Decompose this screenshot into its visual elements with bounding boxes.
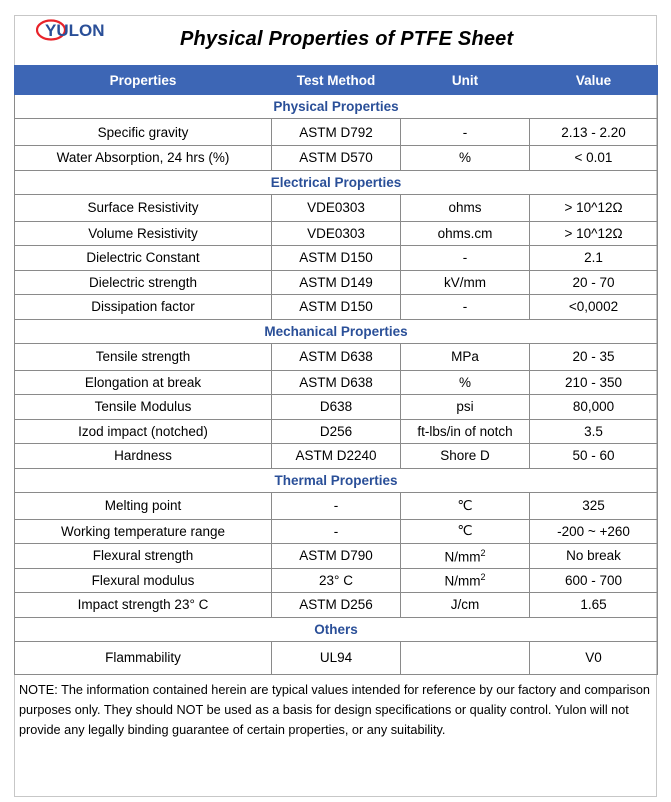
section-header-thermal	[15, 468, 658, 492]
cell-property: Hardness	[15, 444, 272, 469]
section-title: Thermal Properties	[15, 468, 658, 492]
cell-value: 50 - 60	[530, 444, 658, 469]
table-row	[15, 246, 658, 271]
col-header-test-method: Test Method	[272, 66, 401, 95]
cell-property: Elongation at break	[15, 370, 272, 395]
table-row	[15, 395, 658, 420]
cell-method: ASTM D256	[272, 593, 401, 618]
cell-method: VDE0303	[272, 221, 401, 246]
table-row	[15, 221, 658, 246]
cell-value: < 0.01	[530, 146, 658, 171]
cell-unit: psi	[401, 395, 530, 420]
page-title: Physical Properties of PTFE Sheet	[180, 28, 514, 50]
cell-value: 210 - 350	[530, 370, 658, 395]
cell-method: D638	[272, 395, 401, 420]
table-row	[15, 492, 658, 519]
table-row	[15, 295, 658, 320]
cell-property: Water Absorption, 24 hrs (%)	[15, 146, 272, 171]
cell-unit: ohms.cm	[401, 221, 530, 246]
cell-method: -	[272, 492, 401, 519]
cell-property: Flexural modulus	[15, 568, 272, 593]
cell-property: Working temperature range	[15, 519, 272, 544]
cell-unit: ohms	[401, 194, 530, 221]
section-header-others	[15, 617, 658, 641]
cell-method: UL94	[272, 641, 401, 674]
section-title: Others	[15, 617, 658, 641]
yulon-logo	[36, 19, 132, 41]
table-row	[15, 419, 658, 444]
table-row	[15, 544, 658, 569]
section-title: Physical Properties	[15, 95, 658, 119]
cell-value: 20 - 35	[530, 343, 658, 370]
cell-unit: ℃	[401, 519, 530, 544]
table-row	[15, 146, 658, 171]
cell-value: > 10^12Ω	[530, 194, 658, 221]
cell-method: ASTM D570	[272, 146, 401, 171]
cell-property: Izod impact (notched)	[15, 419, 272, 444]
col-header-value: Value	[530, 66, 658, 95]
col-header-properties: Properties	[15, 66, 272, 95]
cell-unit: -	[401, 119, 530, 146]
cell-method: D256	[272, 419, 401, 444]
cell-method: ASTM D638	[272, 343, 401, 370]
cell-property: Flexural strength	[15, 544, 272, 569]
table-row	[15, 270, 658, 295]
cell-unit: MPa	[401, 343, 530, 370]
cell-unit: kV/mm	[401, 270, 530, 295]
table-row	[15, 444, 658, 469]
cell-property: Tensile Modulus	[15, 395, 272, 420]
table-row	[15, 519, 658, 544]
unit-exponent: 2	[480, 547, 486, 558]
table-row	[15, 370, 658, 395]
cell-value: <0,0002	[530, 295, 658, 320]
cell-value: 2.13 - 2.20	[530, 119, 658, 146]
cell-method: ASTM D149	[272, 270, 401, 295]
unit-exponent: 2	[480, 572, 486, 582]
section-title: Electrical Properties	[15, 170, 658, 194]
cell-value: 325	[530, 492, 658, 519]
unit-text: N/mm	[444, 549, 481, 564]
cell-value: 3.5	[530, 419, 658, 444]
properties-table	[14, 65, 658, 675]
cell-property: Flammability	[15, 641, 272, 674]
unit-text: N/mm	[444, 573, 481, 589]
cell-value: 2.1	[530, 246, 658, 271]
cell-unit: J/cm	[401, 593, 530, 618]
table-row	[15, 194, 658, 221]
section-header-physical	[15, 95, 658, 119]
cell-method: 23° C	[272, 568, 401, 593]
cell-property: Dielectric Constant	[15, 246, 272, 271]
cell-method: ASTM D150	[272, 295, 401, 320]
table-row	[15, 343, 658, 370]
logo-text: YULON	[45, 21, 105, 40]
cell-unit: -	[401, 295, 530, 320]
section-header-mechanical	[15, 319, 658, 343]
cell-unit: ft-lbs/in of notch	[401, 419, 530, 444]
cell-value: V0	[530, 641, 658, 674]
section-header-electrical	[15, 170, 658, 194]
cell-unit	[401, 544, 530, 569]
cell-property: Dielectric strength	[15, 270, 272, 295]
cell-unit: Shore D	[401, 444, 530, 469]
cell-unit	[401, 641, 530, 674]
cell-property: Dissipation factor	[15, 295, 272, 320]
table-row	[15, 593, 658, 618]
cell-unit: %	[401, 146, 530, 171]
cell-unit	[401, 568, 530, 593]
table-row	[15, 641, 658, 674]
cell-method: ASTM D790	[272, 544, 401, 569]
cell-value: 1.65	[530, 593, 658, 618]
cell-property: Specific gravity	[15, 119, 272, 146]
cell-unit: %	[401, 370, 530, 395]
cell-unit: -	[401, 246, 530, 271]
table-row	[15, 568, 658, 593]
cell-property: Impact strength 23° C	[15, 593, 272, 618]
col-header-unit: Unit	[401, 66, 530, 95]
cell-value: 20 - 70	[530, 270, 658, 295]
cell-method: ASTM D638	[272, 370, 401, 395]
disclaimer-note: NOTE: The information contained herein are typical values intended for reference by our factory and comparison purposes only. They should NOT be used as a basis for design specifications or quality control. Yulon will not provide any legally binding guarantee of certain properties, or any suitability.	[19, 683, 650, 737]
cell-method: VDE0303	[272, 194, 401, 221]
cell-value: 600 - 700	[530, 568, 658, 593]
cell-value: -200 ~ +260	[530, 519, 658, 544]
table-row	[15, 119, 658, 146]
cell-method: ASTM D792	[272, 119, 401, 146]
cell-value: > 10^12Ω	[530, 221, 658, 246]
table-header-row	[15, 66, 658, 95]
cell-unit: ℃	[401, 492, 530, 519]
cell-method: ASTM D150	[272, 246, 401, 271]
cell-property: Surface Resistivity	[15, 194, 272, 221]
cell-property: Volume Resistivity	[15, 221, 272, 246]
cell-property: Tensile strength	[15, 343, 272, 370]
cell-method: ASTM D2240	[272, 444, 401, 469]
cell-property: Melting point	[15, 492, 272, 519]
section-title: Mechanical Properties	[15, 319, 658, 343]
cell-value: 80,000	[530, 395, 658, 420]
cell-value: No break	[530, 544, 658, 569]
cell-method: -	[272, 519, 401, 544]
